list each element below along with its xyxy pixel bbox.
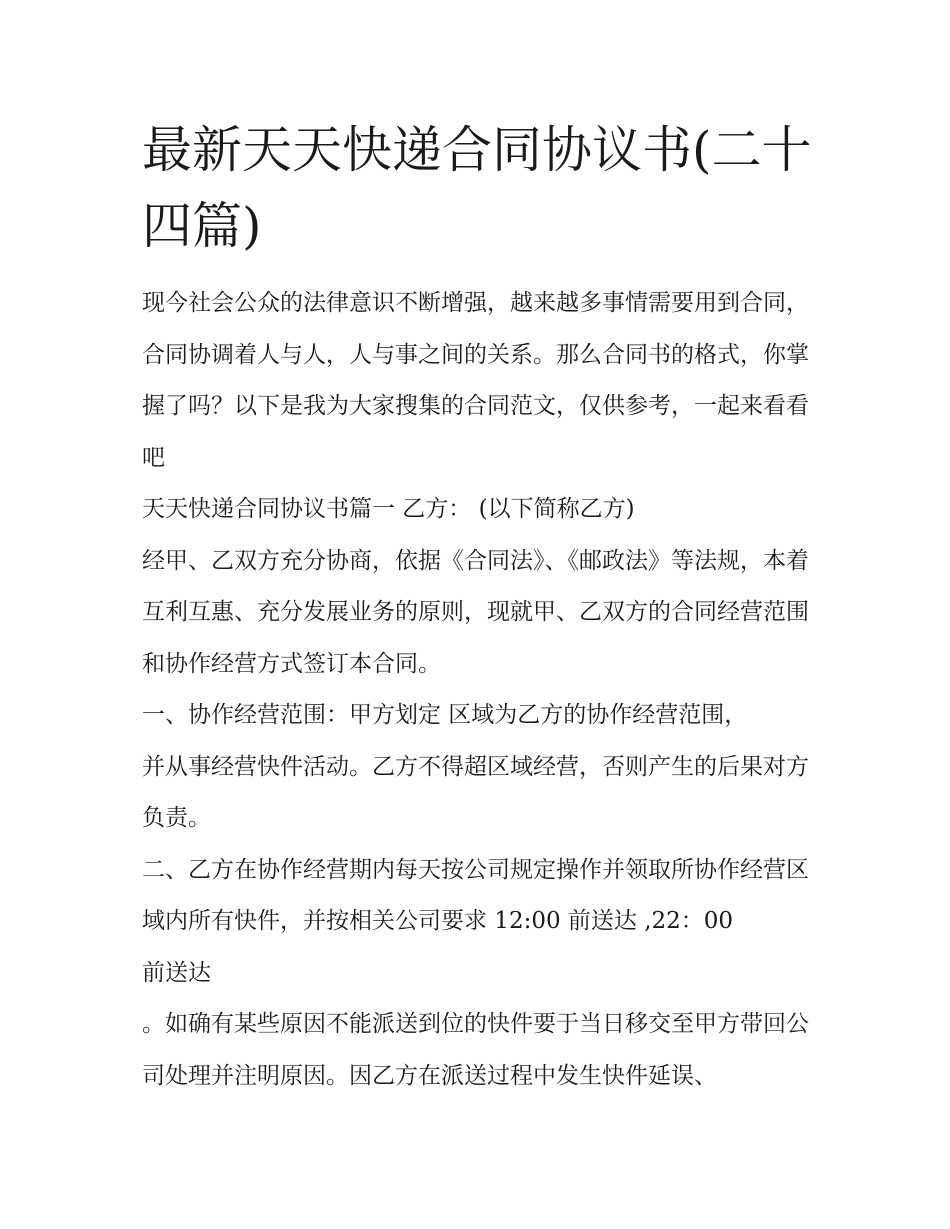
document-title — [142, 112, 814, 264]
clause-one-continued: 并从事经营快件活动。乙方不得超区域经营，否则产生的后果对方负责。 — [142, 753, 809, 831]
intro-paragraph: 现今社会公众的法律意识不断增强，越来越多事情需要用到合同，合同协调着人与人，人与事之间的关系。那么合同书的格式，你掌握了吗？以下是我为大家搜集的合同范文，仅供参考，一起来看看吧 — [142, 290, 809, 471]
section-heading: 天天快递合同协议书篇一 乙方： (以下简称乙方) — [142, 496, 635, 522]
clause-two-paragraph: 二、乙方在协作经营期内每天按公司规定操作并领取所协作经营区域内所有快件，并按相关公司要求 12:00 前送达 ,22：00 — [142, 856, 809, 934]
agreement-paragraph: 经甲、乙双方充分协商，依据《合同法》、《邮政法》等法规，本着互利互惠、充分发展业务的原则，现就甲、乙双方的合同经营范围和协作经营方式签订本合同。 — [142, 547, 809, 677]
document-title-line-1: 最新天天快递合同协议书(二十 — [142, 121, 812, 179]
document-title-line-2: 四篇) — [142, 197, 262, 255]
document-content — [142, 112, 814, 1102]
clause-two-continued: 前送达 — [142, 959, 211, 986]
clause-two-detail: 。如确有某些原因不能派送到位的快件要于当日移交至甲方带回公司处理并注明原因。因乙方在派送过程中发生快件延误、 — [142, 1011, 809, 1089]
document-body — [142, 278, 814, 1102]
clause-one-paragraph: 一、协作经营范围：甲方划定 区域为乙方的协作经营范围， — [142, 702, 748, 728]
